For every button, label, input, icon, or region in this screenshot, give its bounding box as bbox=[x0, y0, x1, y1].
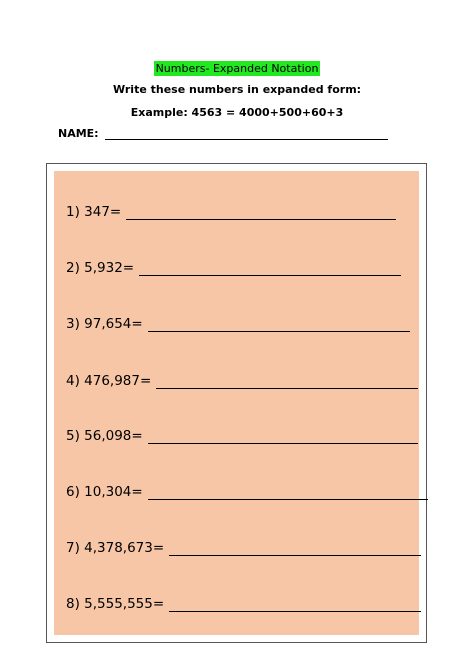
answer-line[interactable] bbox=[169, 597, 421, 612]
answer-line[interactable] bbox=[139, 261, 401, 276]
name-row bbox=[58, 127, 388, 140]
question-2 bbox=[66, 260, 401, 276]
answer-line[interactable] bbox=[156, 374, 418, 389]
question-6 bbox=[66, 484, 428, 500]
question-1 bbox=[66, 204, 396, 220]
worksheet-title-wrap bbox=[0, 57, 474, 76]
question-label: 2) 5,932= bbox=[66, 260, 135, 276]
worksheet-title: Numbers- Expanded Notation bbox=[155, 62, 319, 75]
question-4 bbox=[66, 373, 418, 389]
example-text: Example: 4563 = 4000+500+60+3 bbox=[130, 106, 344, 119]
question-label: 4) 476,987= bbox=[66, 373, 152, 389]
name-label: NAME: bbox=[58, 127, 99, 140]
question-label: 1) 347= bbox=[66, 204, 122, 220]
questions-frame bbox=[46, 163, 427, 643]
answer-line[interactable] bbox=[148, 317, 410, 332]
answer-line[interactable] bbox=[169, 541, 421, 556]
answer-line[interactable] bbox=[148, 429, 418, 444]
question-label: 3) 97,654= bbox=[66, 316, 143, 332]
question-3 bbox=[66, 316, 410, 332]
question-8 bbox=[66, 596, 421, 612]
question-7 bbox=[66, 540, 421, 556]
question-label: 8) 5,555,555= bbox=[66, 596, 165, 612]
questions-panel bbox=[54, 171, 419, 635]
question-label: 5) 56,098= bbox=[66, 428, 143, 444]
answer-line[interactable] bbox=[126, 205, 396, 220]
name-answer-line[interactable] bbox=[105, 127, 388, 140]
question-label: 7) 4,378,673= bbox=[66, 540, 165, 556]
question-5 bbox=[66, 428, 418, 444]
answer-line[interactable] bbox=[148, 485, 428, 500]
question-label: 6) 10,304= bbox=[66, 484, 143, 500]
instructions-text: Write these numbers in expanded form: bbox=[112, 83, 362, 96]
